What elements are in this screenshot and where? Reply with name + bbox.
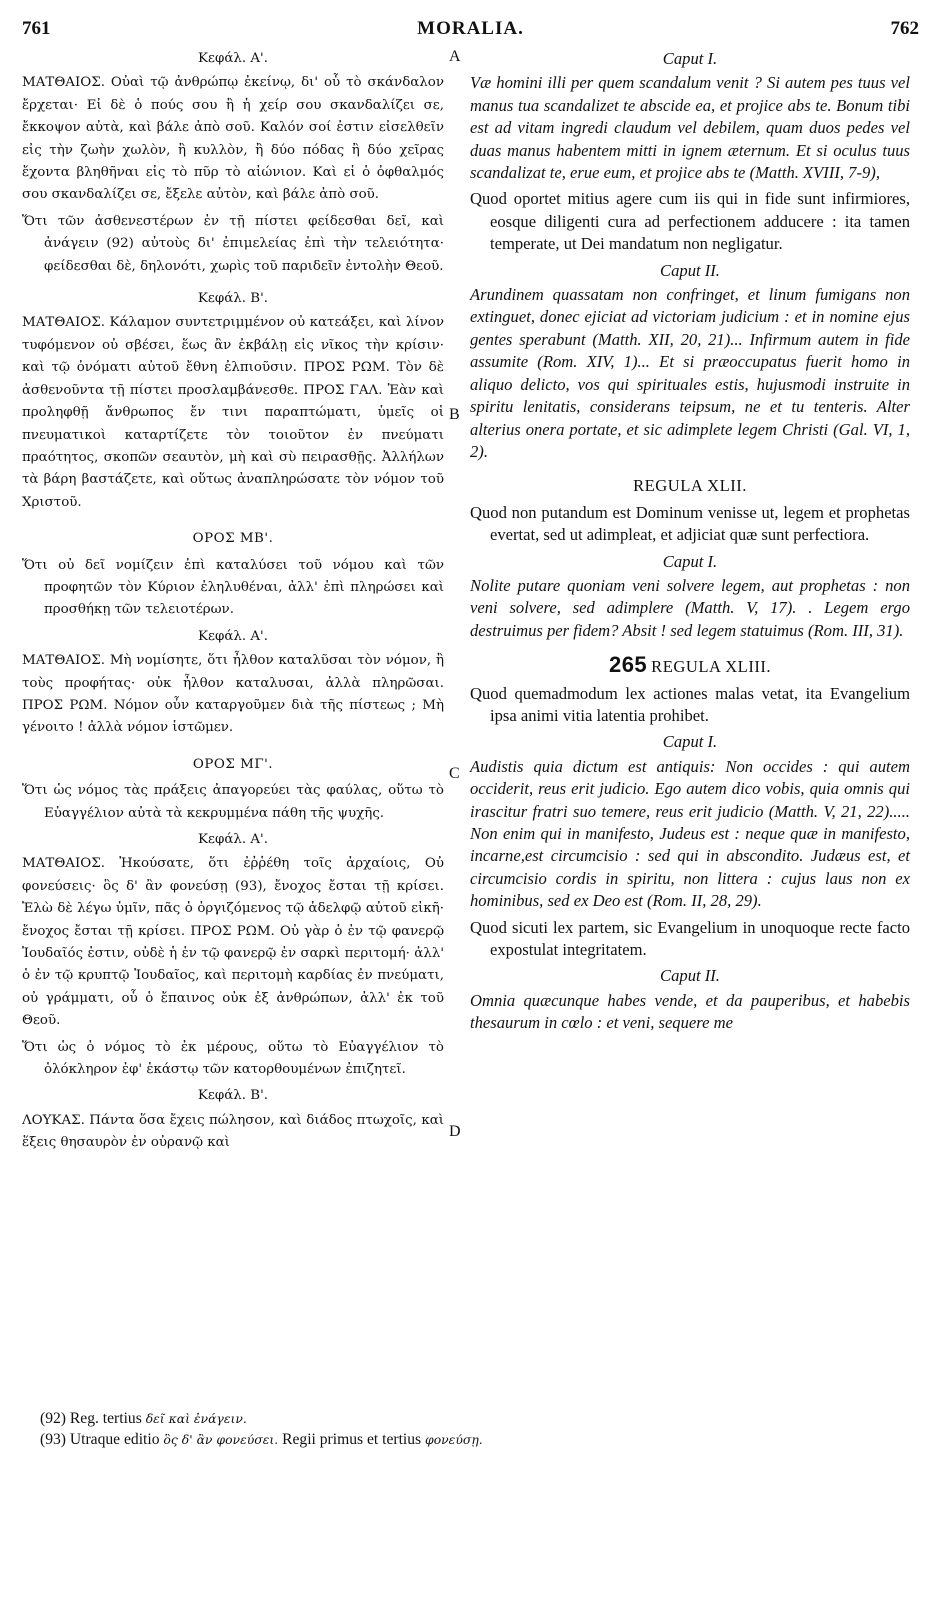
latin-rule-heading: REGULA XLII. xyxy=(633,476,747,496)
greek-summary: Ὅτι ὡς ὁ νόμος τὸ ἐκ μέρους, οὕτω τὸ Εὐαγγέλιον τὸ ὁλόκληρον ἐφ' ἑκάστῳ τῶν κατορθουμένων ἐπιζητεῖ. xyxy=(22,1039,444,1078)
latin-scripture: Omnia quæcunque habes vende, et da pauperibus, et habebis thesaurum in cœlo : et veni, sequere me xyxy=(470,990,910,1033)
latin-scripture: Arundinem quassatam non confringet, et linum fumigans non extinguet, donec ejiciat ad victoriam judicium : et in nomine ejus gentes sperabunt (Matth. XII, 20, 21)... Infirmum autem in fide assumite (Rom. XIV, 1)... Et si præoccupatus fuerit homo in aliquo delicto, vos qui spirituales estis, hujusmodi instruite in spiritu lenitatis, considerans teipsum, ne et tu tenteris. Alter alterius onera portate, et sic adimplete legem Christi (Gal. VI, 1, 2). xyxy=(470,285,910,461)
latin-chapter-heading: Caput I. xyxy=(662,551,718,571)
footnote-92: (92) Reg. tertius δεῖ καὶ ἐνάγειν. xyxy=(40,1410,247,1427)
latin-summary: Quod sicuti lex partem, sic Evangelium in unoquoque recte facto expostulat integritatem. xyxy=(470,917,910,960)
greek-rule-heading: ΟΡΟΣ ΜΒ'. xyxy=(192,531,274,547)
greek-chapter-heading: Κεφάλ. Α'. xyxy=(198,51,268,66)
margin-marker-d: D xyxy=(449,1123,461,1140)
page-header xyxy=(22,18,919,42)
margin-marker-a: A xyxy=(449,48,461,65)
page-number-left: 761 xyxy=(22,18,51,39)
greek-summary: Ὅτι ὡς νόμος τὰς πράξεις ἀπαγορεύει τὰς φαύλας, οὕτω τὸ Εὐαγγέλιον αὐτὰ τὰ κεκρυμμένα πάθη τῆς ψυχῆς. xyxy=(22,783,444,821)
greek-chapter-heading: Κεφάλ. Β'. xyxy=(197,291,269,307)
greek-paragraph: ΜΑΤΘΑΙΟΣ. Οὐαὶ τῷ ἀνθρώπῳ ἐκείνῳ, δι' οὗ τὸ σκάνδαλον ἔρχεται· Εἰ δὲ ὁ πούς σου ἢ ἡ χείρ σου σκανδαλίζει σε, ἔκκοψον αὐτὰ, καὶ βάλε ἀπὸ σοῦ. Καλόν σοί ἐστιν εἰσελθεῖν εἰς τὴν ζωὴν χωλὸν, ἢ κυλλὸν, ἢ δύο πόδας ἢ δύο χεῖρας ἔχοντα βληθῆναι εἰς τὸ πῦρ τὸ αἰώνιον. Καὶ εἰ ὁ ὀφθαλμός σου σκανδαλίζει σε, ἔξελε αὐτὸν, καὶ βάλε ἀπὸ σοῦ. xyxy=(22,75,444,203)
margin-marker-c: C xyxy=(449,765,460,782)
greek-column xyxy=(22,48,444,1159)
latin-chapter-heading: Caput I. xyxy=(662,732,718,752)
footnotes xyxy=(40,1408,919,1450)
greek-paragraph: ΜΑΤΘΑΙΟΣ. Μὴ νομίσητε, ὅτι ἦλθον καταλῦσαι τὸν νόμον, ἢ τοὺς προφήτας· οὐκ ἦλθον καταλυσαι, ἀλλὰ πληρῶσαι. ΠΡΟΣ ΡΩΜ. Νόμον οὖν καταργοῦμεν διὰ τῆς πίστεως ; Μὴ γένοιτο ! ἀλλὰ νόμον ἱστῶμεν. xyxy=(22,653,444,736)
page-number-right: 762 xyxy=(890,18,919,39)
greek-summary: Ὅτι τῶν ἀσθενεστέρων ἐν τῇ πίστει φείδεσθαι δεῖ, καὶ ἀνάγειν (92) αὐτοὺς δι' ἐπιμελείας ἐπὶ τὴν τελειότητα· φείδεσθαι δὲ, δηλονότι, χωρὶς τοῦ παριδεῖν ἐντολὴν Θεοῦ. xyxy=(22,213,444,274)
margin-marker-b: B xyxy=(449,406,460,423)
greek-chapter-heading: Κεφάλ. Α'. xyxy=(198,628,268,644)
greek-paragraph: ΜΑΤΘΑΙΟΣ. Ἠκούσατε, ὅτι ἐῤῥέθη τοῖς ἀρχαίοις, Οὐ φονεύσεις· ὃς δ' ἂν φονεύσῃ (93), ἔνοχος ἔσται τῇ κρίσει. Ἐλὼ δὲ λέγω ὑμῖν, πᾶς ὁ ὀργιζόμενος τῷ ἀδελφῷ αὐτοῦ εἰκῆ· ἔνοχος ἔσται τῇ κρίσει. ΠΡΟΣ ΡΩΜ. Οὐ γὰρ ὁ ἐν τῷ φανερῷ Ἰουδαῖός ἐστιν, οὐδὲ ἡ ἐν τῷ φανερῷ ἐν σαρκὶ περιτομή· ἀλλ' ὁ ἐν τῷ κρυπτῷ Ἰουδαῖος, καὶ περιτομὴ καρδίας ἐν πνεύματι, οὐ γράμματι, οὗ ὁ ἔπαινος οὐκ ἐξ ἀνθρώπων, ἀλλ' ἐκ τοῦ Θεοῦ. xyxy=(22,856,444,1029)
column-number: 265 xyxy=(608,652,648,678)
latin-rule-heading xyxy=(470,654,910,678)
latin-scripture: Audistis quia dictum est antiquis: Non occides : qui autem occiderit, reus erit judicio. Ego autem dico vobis, quia omnis qui irascitur fratri suo temere, reus erit judicio (Matth. V, 21, 22)..... Non enim qui in manifesto, Judeus est : neque quæ in manifesto, incarne,est circumcisio : sed qui in abscondito. Judæus est, et circumcisio cordis in spiritu, non littera : cujus laus non ex hominibus, sed ex Deo est (Rom. II, 28, 29). xyxy=(470,756,910,911)
greek-paragraph: ΜΑΤΘΑΙΟΣ. Κάλαμον συντετριμμένον οὐ κατεάξει, καὶ λίνον τυφόμενον οὐ σβέσει, ἕως ἂν ἐκβάλῃ εἰς νῖκος τὴν κρίσιν· καὶ τῷ ὀνόματι αὐτοῦ ἔθνη ἐλπιοῦσιν. ΠΡΟΣ ΡΩΜ. Τὸν δὲ ἀσθενοῦντα τῇ πίστει προσλαμβάνεσθε. ΠΡΟΣ ΓΑΛ. Ἐὰν καὶ προληφθῇ ἄνθρωπος ἔν τινι παραπτώματι, ὑμεῖς οἱ πνευματικοὶ καταρτίζετε τὸν τοιοῦτον ἐν πνεύματι πραότητος, σκοπῶν σεαυτὸν, μὴ καὶ σὺ πειρασθῇς. Ἀλλήλων τὰ βάρη βαστάζετε, καὶ οὕτως ἀναπληρώσατε τὸν νόμον τοῦ Χριστοῦ. xyxy=(22,315,444,510)
latin-scripture: Nolite putare quoniam veni solvere legem, aut prophetas : non veni solvere, sed adimplere (Matth. V, 17). . Legem ergo destruimus per fidem? Absit ! sed legem statuimus (Rom. III, 31). xyxy=(470,575,910,640)
latin-summary: Quod quemadmodum lex actiones malas vetat, ita Evangelium ipsa animi vitia latentia prohibet. xyxy=(470,683,910,725)
greek-rule-heading: ΟΡΟΣ ΜΓ'. xyxy=(192,756,274,772)
footnote-93: (93) Utraque editio ὃς δ' ἂν φονεύσει. Regii primus et tertius φονεύσῃ. xyxy=(40,1431,483,1448)
latin-chapter-heading: Caput II. xyxy=(660,966,720,986)
greek-paragraph: ΛΟΥΚΑΣ. Πάντα ὅσα ἔχεις πώλησον, καὶ διάδος πτωχοῖς, καὶ ἕξεις θησαυρὸν ἐν οὐρανῷ καὶ xyxy=(22,1112,444,1151)
latin-summary: Quod oportet mitius agere cum iis qui in fide sunt infirmiores, eosque diligenti cura ad perfectionem adducere : ita tamen temperate, ut Dei mandatum non negligatur. xyxy=(470,189,910,254)
running-title: MORALIA. xyxy=(417,18,524,39)
latin-rule-title: REGULA XLIII. xyxy=(651,657,772,677)
latin-chapter-heading: Caput II. xyxy=(660,260,720,280)
latin-summary: Quod non putandum est Dominum venisse ut, legem et prophetas evertat, sed ut adimpleat, et adjiciat quæ sunt perfectiora. xyxy=(470,502,910,545)
greek-chapter-heading: Κεφάλ. Α'. xyxy=(198,832,268,847)
greek-chapter-heading: Κεφάλ. Β'. xyxy=(197,1088,269,1104)
latin-scripture: Væ homini illi per quem scandalum venit ? Si autem pes tuus vel manus tua scandalizet te abscide ea, et projice abs te. Bonum tibi est ad vitam ingredi claudum vel debilem, quam duos pedes vel duas manus habentem mitti in ignem æternum. Et si oculus tuus scandalizat te, erue eum, et projice abs te (Matth. XVIII, 7-9), xyxy=(470,73,910,183)
greek-summary: Ὅτι οὐ δεῖ νομίζειν ἐπὶ καταλύσει τοῦ νόμου καὶ τῶν προφητῶν τὸν Κύριον ἐληλυθέναι, ἀλλ' ἐπὶ πληρώσει καὶ προσθήκῃ τῶν τελειοτέρων. xyxy=(22,557,444,618)
latin-chapter-heading: Caput I. xyxy=(662,49,718,68)
latin-column xyxy=(470,48,910,1039)
